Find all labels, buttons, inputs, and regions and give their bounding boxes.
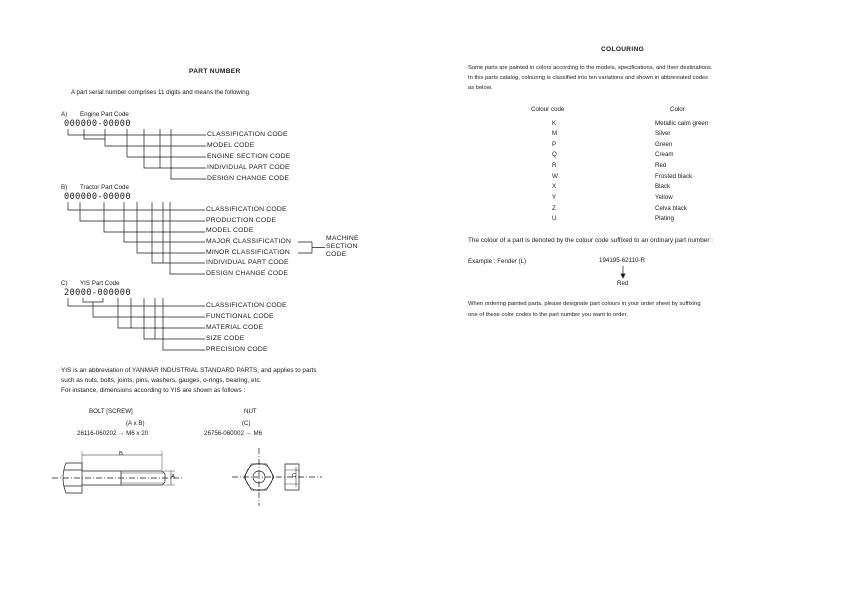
yis-note-line: such as nuts, bolts, joints, pins, washers, gauges, o-rings, bearing, etc. <box>61 377 262 384</box>
engine-field: INDIVIDUAL PART CODE <box>207 164 290 171</box>
machine-section-label: MACHINE <box>326 235 359 242</box>
yis-field: MATERIAL CODE <box>206 324 264 331</box>
machine-section-label: CODE <box>326 251 347 258</box>
tractor-field: INDIVIDUAL PART CODE <box>206 259 289 266</box>
yis-field: PRECISION CODE <box>206 346 268 353</box>
example-colour: Red <box>617 280 629 287</box>
yis-field: FUNCTIONAL CODE <box>206 313 274 320</box>
colouring-intro-line: In this parts catalog, colouring is classified into ten variations and shown in abbreviated codes <box>468 75 709 81</box>
engine-field: ENGINE SECTION CODE <box>207 153 291 160</box>
colouring-intro-line: as below. <box>468 85 493 91</box>
colour-code-cell: P <box>552 141 557 148</box>
yis-note-line: For instance, dimensions according to YIS are shown as follows : <box>61 387 246 394</box>
tractor-field: CLASSIFICATION CODE <box>206 206 287 213</box>
part-number-intro: A part serial number comprises 11 digits and means the following. <box>71 89 251 96</box>
nut-drawing <box>232 448 322 506</box>
colour-name-cell: Plating <box>655 215 674 222</box>
colour-name-cell: Black <box>655 183 671 190</box>
tractor-label: Tractor Part Code <box>80 184 129 191</box>
tractor-field: MODEL CODE <box>206 227 254 234</box>
colour-name-cell: Red <box>655 162 667 169</box>
nut-title: NUT <box>244 408 257 415</box>
yis-marker: C) <box>61 280 68 287</box>
engine-marker: A) <box>61 111 68 118</box>
nut-label-c: C <box>292 473 297 479</box>
tractor-bracket-1 <box>68 202 205 210</box>
colour-code-cell: Z <box>552 205 556 212</box>
tractor-field: PRODUCTION CODE <box>206 217 277 224</box>
yis-field: CLASSIFICATION CODE <box>206 302 287 309</box>
part-number-title: PART NUMBER <box>189 68 241 75</box>
yis-bracket-4 <box>144 298 205 339</box>
engine-bracket-3 <box>127 129 206 157</box>
machine-section-bracket <box>298 242 325 253</box>
colour-name-cell: Metallic calm green <box>655 120 709 127</box>
yis-bracket-3 <box>118 298 205 328</box>
colour-code-cell: R <box>552 162 557 169</box>
bolt-title: BOLT [SCREW] <box>89 408 133 415</box>
colour-code-cell: Y <box>552 194 557 201</box>
nut-dims: (C) <box>242 420 251 427</box>
colour-code-cell: M <box>552 130 558 137</box>
colour-arrow <box>621 266 625 278</box>
nut-code: 26756-060002 → M6 <box>204 430 263 437</box>
example-code: 194195-62110-R <box>599 257 645 264</box>
colour-code-cell: W <box>552 173 558 180</box>
colour-name-cell: Cream <box>655 151 674 158</box>
tractor-field: MINOR CLASSIFICATION <box>206 249 290 256</box>
machine-section-label: SECTION <box>326 243 358 250</box>
colour-name-cell: Frosted black <box>655 173 693 180</box>
tractor-marker: B) <box>61 184 68 191</box>
bolt-label-a: A <box>171 474 175 480</box>
bolt-label-b: B <box>119 451 123 457</box>
tractor-bracket-2 <box>80 202 205 221</box>
colour-code-cell: U <box>552 215 557 222</box>
engine-bracket-2 <box>84 129 206 146</box>
engine-bracket-1 <box>68 129 206 135</box>
colour-name-cell: Yellow <box>655 194 673 201</box>
yis-code: 20000-000000 <box>64 288 131 298</box>
colouring-title: COLOURING <box>601 46 644 53</box>
engine-bracket-5 <box>171 129 206 179</box>
bolt-drawing <box>52 451 184 493</box>
engine-label: Engine Part Code <box>80 111 129 118</box>
yis-note-line: YIS is an abbreviation of YANMAR INDUSTRIAL STANDARD PARTS, and applies to parts <box>61 367 317 374</box>
colour-table-header-code: Colour code <box>531 106 565 113</box>
engine-field: MODEL CODE <box>207 142 255 149</box>
colour-name-cell: Silver <box>655 130 671 137</box>
yis-label: YIS Part Code <box>80 280 120 287</box>
tractor-bracket-3 <box>104 202 205 232</box>
tractor-bracket-6 <box>152 202 205 263</box>
tractor-bracket-4 <box>124 202 205 242</box>
example-label: Example : Fender (L) <box>468 258 527 265</box>
order-note-line: one of these color codes to the part number you want to order. <box>468 312 628 318</box>
order-note-line: When ordering painted parts, please designate part colours in your order sheet by suffixing <box>468 301 701 307</box>
bolt-dims: (A x B) <box>126 420 145 427</box>
colour-code-cell: Q <box>552 151 557 158</box>
colour-name-cell: Celva black <box>655 205 687 212</box>
tractor-field: MAJOR CLASSIFICATION <box>206 238 292 245</box>
tractor-field: DESIGN CHANGE CODE <box>206 270 289 277</box>
colouring-intro-line: Some parts are painted in colors according to the models, specifications, and their destinations. <box>468 65 713 71</box>
yis-field: SIZE CODE <box>206 335 245 342</box>
colour-table-header-color: Color <box>670 106 685 113</box>
tractor-code: 000000-00000 <box>64 192 131 202</box>
colour-code-cell: X <box>552 183 557 190</box>
engine-field: CLASSIFICATION CODE <box>207 131 288 138</box>
engine-code: 000000-00000 <box>64 119 131 129</box>
engine-field: DESIGN CHANGE CODE <box>207 175 290 182</box>
suffix-note: The colour of a part is denoted by the colour code suffixed to an ordinary part number : <box>468 237 714 244</box>
colour-name-cell: Green <box>655 141 673 148</box>
bolt-code: 26116-060202 → M6 x 20 <box>77 430 149 437</box>
colour-code-cell: K <box>552 120 557 127</box>
